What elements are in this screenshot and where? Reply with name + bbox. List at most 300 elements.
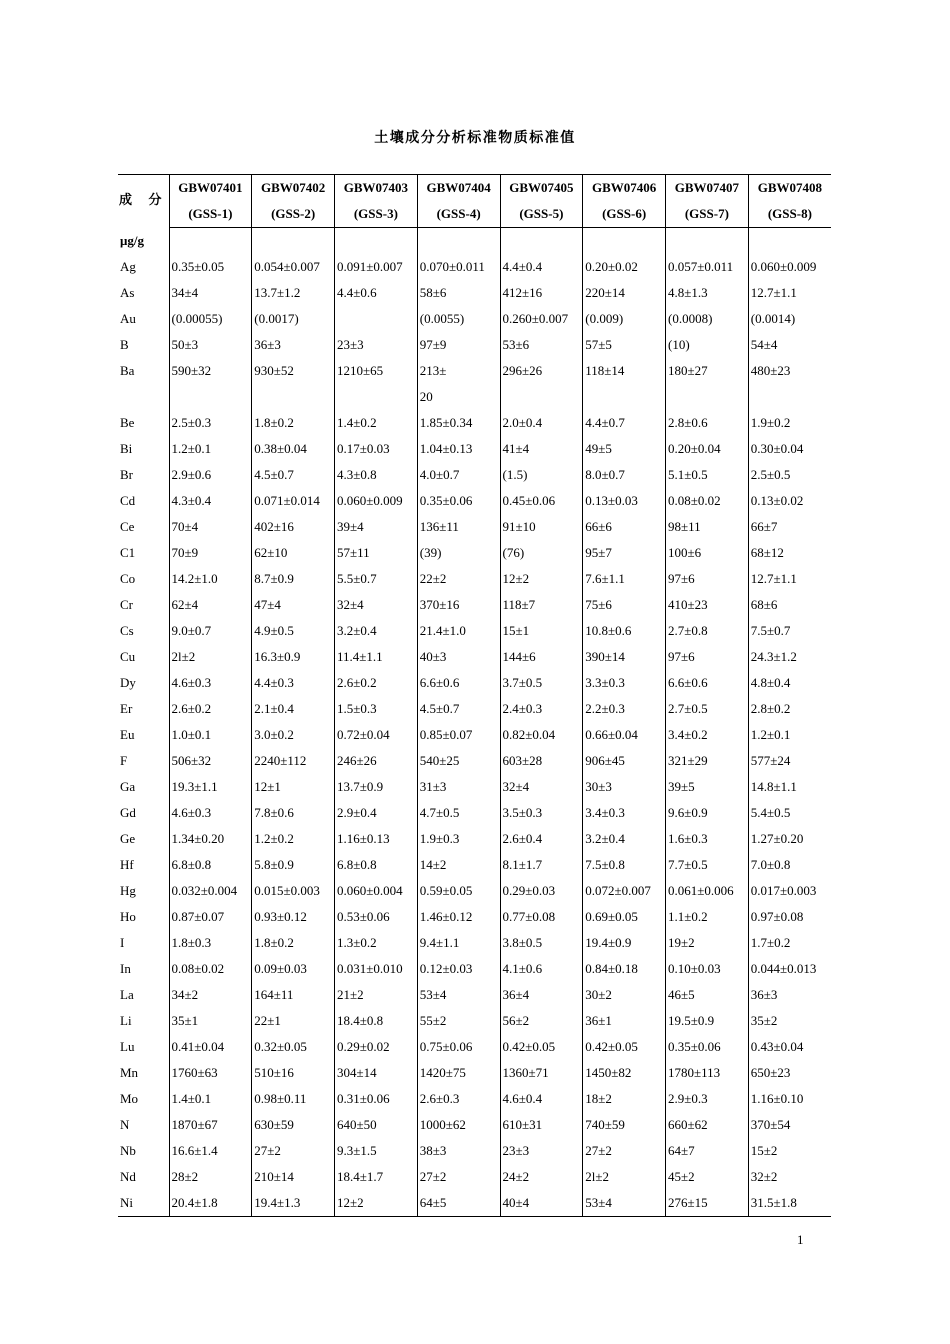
value-cell: 0.060±0.004 [335,878,418,904]
element-label: Li [120,1013,132,1028]
value-cell: 4.4±0.4 [500,254,583,280]
value-cell: 32±2 [748,1164,831,1190]
value-cell: 1.5±0.3 [335,696,418,722]
value-cell: 13.7±0.9 [335,774,418,800]
value-cell: 9.4±1.1 [417,930,500,956]
element-label: F [120,753,128,768]
column-code: GBW07404 [417,175,500,202]
value-cell: 1.3±0.2 [335,930,418,956]
table-row [118,1164,831,1190]
value-cell: 46±5 [666,982,749,1008]
value-cell: 2.4±0.3 [500,696,583,722]
value-cell: 2.9±0.3 [666,1086,749,1112]
value-cell: 4.8±0.4 [748,670,831,696]
value-cell: 144±6 [500,644,583,670]
table-row [118,618,831,644]
value-cell: 210±14 [252,1164,335,1190]
table-row [118,410,831,436]
value-cell: 0.10±0.03 [666,956,749,982]
value-cell [252,384,335,410]
table-row [118,670,831,696]
value-cell: 4.4±0.6 [335,280,418,306]
value-cell: 4.3±0.4 [169,488,252,514]
element-label: Hg [120,883,136,898]
table-row [118,774,831,800]
value-cell: 1.04±0.13 [417,436,500,462]
value-cell: 0.20±0.04 [666,436,749,462]
value-cell: 54±4 [748,332,831,358]
value-cell: 3.2±0.4 [583,826,666,852]
value-cell: 53±4 [417,982,500,1008]
value-cell: 0.85±0.07 [417,722,500,748]
value-cell: 100±6 [666,540,749,566]
table-row [118,826,831,852]
value-cell: 14.2±1.0 [169,566,252,592]
element-label: Au [120,311,136,326]
value-cell: 5.5±0.7 [335,566,418,592]
value-cell: (0.0014) [748,306,831,332]
value-cell: 0.43±0.04 [748,1034,831,1060]
value-cell: 0.69±0.05 [583,904,666,930]
value-cell: 12±2 [500,566,583,592]
value-cell: 95±7 [583,540,666,566]
element-label: Cd [120,493,136,508]
value-cell: 34±2 [169,982,252,1008]
value-cell: 0.30±0.04 [748,436,831,462]
value-cell: 930±52 [252,358,335,384]
element-label: B [120,337,129,352]
value-cell: 1.9±0.3 [417,826,500,852]
value-cell: 12.7±1.1 [748,566,831,592]
value-cell: 1.16±0.10 [748,1086,831,1112]
table-row [118,1112,831,1138]
value-cell: 0.35±0.06 [666,1034,749,1060]
value-cell: 1.16±0.13 [335,826,418,852]
value-cell: (0.0008) [666,306,749,332]
value-cell: 2.6±0.4 [500,826,583,852]
value-cell: 12±2 [335,1190,418,1217]
column-code: GBW07405 [500,175,583,202]
value-cell: 402±16 [252,514,335,540]
value-cell: 1.7±0.2 [748,930,831,956]
value-cell: 180±27 [666,358,749,384]
value-cell: 6.8±0.8 [335,852,418,878]
value-cell: 66±6 [583,514,666,540]
value-cell: 0.070±0.011 [417,254,500,280]
value-cell: 32±4 [335,592,418,618]
value-cell: 7.5±0.7 [748,618,831,644]
element-label: Mn [120,1065,139,1080]
element-label: I [120,935,125,950]
value-cell: 58±6 [417,280,500,306]
value-cell: 640±50 [335,1112,418,1138]
value-cell: 1870±67 [169,1112,252,1138]
table-row [118,956,831,982]
table-row [118,722,831,748]
value-cell: 57±11 [335,540,418,566]
value-cell: 1760±63 [169,1060,252,1086]
value-cell: 13.7±1.2 [252,280,335,306]
value-cell: 14±2 [417,852,500,878]
value-cell: 2240±112 [252,748,335,774]
value-cell: 0.071±0.014 [252,488,335,514]
element-label: Ce [120,519,135,534]
value-cell: 0.017±0.003 [748,878,831,904]
value-cell: 0.060±0.009 [748,254,831,280]
element-label: Br [120,467,133,482]
table-row [118,306,831,332]
component-header: 成 分 [118,175,169,228]
value-cell: 590±32 [169,358,252,384]
value-cell: 10.8±0.6 [583,618,666,644]
value-cell: 118±14 [583,358,666,384]
value-cell: 0.17±0.03 [335,436,418,462]
value-cell: 3.4±0.2 [666,722,749,748]
value-cell: 18.4±1.7 [335,1164,418,1190]
value-cell: 0.060±0.009 [335,488,418,514]
value-cell: 8.0±0.7 [583,462,666,488]
document-title: 土壤成分分析标准物质标准值 [374,130,576,146]
element-label: C1 [120,545,136,560]
value-cell: 4.4±0.7 [583,410,666,436]
value-cell: 118±7 [500,592,583,618]
element-label: Hf [120,857,134,872]
value-cell: 23±3 [500,1138,583,1164]
table-row [118,1034,831,1060]
value-cell: 164±11 [252,982,335,1008]
value-cell: 2.7±0.5 [666,696,749,722]
value-cell: 1.0±0.1 [169,722,252,748]
value-cell: 2.1±0.4 [252,696,335,722]
value-cell: 1420±75 [417,1060,500,1086]
value-cell: 2.8±0.6 [666,410,749,436]
value-cell: 21±2 [335,982,418,1008]
value-cell: 510±16 [252,1060,335,1086]
value-cell: 24.3±1.2 [748,644,831,670]
value-cell: 5.1±0.5 [666,462,749,488]
value-cell: 70±9 [169,540,252,566]
value-cell: 23±3 [335,332,418,358]
element-label: Bi [120,441,133,456]
element-label: Cs [120,623,134,638]
value-cell: 0.08±0.02 [666,488,749,514]
value-cell: 577±24 [748,748,831,774]
element-label: Be [120,415,135,430]
element-label: Ba [120,363,135,378]
table-row [118,904,831,930]
value-cell: 7.6±1.1 [583,566,666,592]
value-cell: 3.3±0.3 [583,670,666,696]
value-cell: 4.7±0.5 [417,800,500,826]
value-cell: 0.87±0.07 [169,904,252,930]
value-cell: 35±1 [169,1008,252,1034]
value-cell: 1.1±0.2 [666,904,749,930]
header-row-names [118,201,831,228]
value-cell: 0.054±0.007 [252,254,335,280]
element-label [118,384,169,410]
column-name: (GSS-6) [583,201,666,228]
value-cell: 740±59 [583,1112,666,1138]
element-label: Er [120,701,133,716]
value-cell: 506±32 [169,748,252,774]
value-cell: 1.8±0.2 [252,930,335,956]
value-cell: 390±14 [583,644,666,670]
value-cell: 0.20±0.02 [583,254,666,280]
column-code: GBW07403 [335,175,418,202]
table-row [118,254,831,280]
table-row [118,462,831,488]
value-cell: 47±4 [252,592,335,618]
value-cell: 53±4 [583,1190,666,1217]
element-label: Cr [120,597,133,612]
value-cell: 68±12 [748,540,831,566]
value-cell: 0.45±0.06 [500,488,583,514]
element-label: Ga [120,779,136,794]
table-row [118,592,831,618]
value-cell: 412±16 [500,280,583,306]
value-cell: 28±2 [169,1164,252,1190]
value-cell: 1360±71 [500,1060,583,1086]
value-cell: 39±5 [666,774,749,800]
value-cell: 6.6±0.6 [417,670,500,696]
value-cell: 540±25 [417,748,500,774]
element-label: Dy [120,675,136,690]
table-row [118,1060,831,1086]
value-cell: 11.4±1.1 [335,644,418,670]
value-cell: (76) [500,540,583,566]
value-cell: 1210±65 [335,358,418,384]
value-cell: 1.34±0.20 [169,826,252,852]
value-cell: 62±10 [252,540,335,566]
value-cell: 75±6 [583,592,666,618]
column-name: (GSS-5) [500,201,583,228]
value-cell: 0.84±0.18 [583,956,666,982]
value-cell: 660±62 [666,1112,749,1138]
value-cell: 97±9 [417,332,500,358]
element-label: Nd [120,1169,136,1184]
value-cell: 0.31±0.06 [335,1086,418,1112]
value-cell: 296±26 [500,358,583,384]
value-cell: 24±2 [500,1164,583,1190]
value-cell: 1.6±0.3 [666,826,749,852]
element-label: Mo [120,1091,139,1106]
value-cell: 22±2 [417,566,500,592]
element-label: Nb [120,1143,136,1158]
element-label: Cu [120,649,136,664]
value-cell: 2.0±0.4 [500,410,583,436]
table-row [118,514,831,540]
value-cell: 64±5 [417,1190,500,1217]
value-cell: 14.8±1.1 [748,774,831,800]
value-cell: 370±16 [417,592,500,618]
column-code: GBW07402 [252,175,335,202]
value-cell [500,384,583,410]
value-cell: 12±1 [252,774,335,800]
value-cell: 40±4 [500,1190,583,1217]
value-cell: 136±11 [417,514,500,540]
value-cell: 19.3±1.1 [169,774,252,800]
value-cell: 1.8±0.3 [169,930,252,956]
value-cell: 9.6±0.9 [666,800,749,826]
value-cell: 0.66±0.04 [583,722,666,748]
value-cell: (39) [417,540,500,566]
value-cell: 4.5±0.7 [417,696,500,722]
value-cell: (0.009) [583,306,666,332]
value-cell: 246±26 [335,748,418,774]
value-cell: 6.6±0.6 [666,670,749,696]
value-cell: 0.38±0.04 [252,436,335,462]
value-cell: 8.7±0.9 [252,566,335,592]
element-label: Co [120,571,136,586]
value-cell: 0.12±0.03 [417,956,500,982]
value-cell: 4.3±0.8 [335,462,418,488]
value-cell: 0.41±0.04 [169,1034,252,1060]
value-cell: 0.42±0.05 [500,1034,583,1060]
value-cell: 7.0±0.8 [748,852,831,878]
value-cell: 12.7±1.1 [748,280,831,306]
column-name: (GSS-1) [169,201,252,228]
value-cell: 91±10 [500,514,583,540]
value-cell: 276±15 [666,1190,749,1217]
value-cell: 0.59±0.05 [417,878,500,904]
value-cell: 34±4 [169,280,252,306]
table-row [118,930,831,956]
table-row [118,1008,831,1034]
value-cell: 220±14 [583,280,666,306]
value-cell: 38±3 [417,1138,500,1164]
unit-row [118,228,831,255]
value-cell: (0.0017) [252,306,335,332]
value-cell: 98±11 [666,514,749,540]
value-cell: 1000±62 [417,1112,500,1138]
table-row [118,384,831,410]
column-code: GBW07406 [583,175,666,202]
element-label: Ag [120,259,136,274]
value-cell: 0.08±0.02 [169,956,252,982]
value-cell: 57±5 [583,332,666,358]
value-cell: 4.4±0.3 [252,670,335,696]
value-cell [583,384,666,410]
value-cell: 0.09±0.03 [252,956,335,982]
value-cell: 62±4 [169,592,252,618]
value-cell: 410±23 [666,592,749,618]
value-cell: 22±1 [252,1008,335,1034]
value-cell: 30±2 [583,982,666,1008]
value-cell: 36±1 [583,1008,666,1034]
value-cell: 2.5±0.3 [169,410,252,436]
value-cell: 0.015±0.003 [252,878,335,904]
element-label: La [120,987,134,1002]
value-cell: 480±23 [748,358,831,384]
value-cell: 53±6 [500,332,583,358]
value-cell: 4.6±0.4 [500,1086,583,1112]
value-cell: 2.9±0.4 [335,800,418,826]
value-cell: 630±59 [252,1112,335,1138]
value-cell: 5.8±0.9 [252,852,335,878]
table-row [118,878,831,904]
column-name: (GSS-4) [417,201,500,228]
value-cell: 2.5±0.5 [748,462,831,488]
value-cell: 0.32±0.05 [252,1034,335,1060]
value-cell: 0.35±0.06 [417,488,500,514]
value-cell: 1.8±0.2 [252,410,335,436]
value-cell: 4.9±0.5 [252,618,335,644]
value-cell: 0.061±0.006 [666,878,749,904]
value-cell: 64±7 [666,1138,749,1164]
value-cell: 39±4 [335,514,418,540]
value-cell: 1780±113 [666,1060,749,1086]
value-cell: 8.1±1.7 [500,852,583,878]
value-cell: 70±4 [169,514,252,540]
value-cell: 3.4±0.3 [583,800,666,826]
value-cell: 20.4±1.8 [169,1190,252,1217]
value-cell: 20 [417,384,500,410]
value-cell: 304±14 [335,1060,418,1086]
header-row-codes [118,175,831,202]
value-cell: 2.9±0.6 [169,462,252,488]
element-label: Ge [120,831,136,846]
value-cell: 19.5±0.9 [666,1008,749,1034]
value-cell: (10) [666,332,749,358]
value-cell: 19.4±0.9 [583,930,666,956]
value-cell: 18.4±0.8 [335,1008,418,1034]
element-label: Lu [120,1039,135,1054]
value-cell: 650±23 [748,1060,831,1086]
value-cell: 27±2 [252,1138,335,1164]
value-cell: 66±7 [748,514,831,540]
unit-label: μg/g [120,232,144,248]
value-cell: 2.6±0.3 [417,1086,500,1112]
value-cell: 3.7±0.5 [500,670,583,696]
value-cell: 15±2 [748,1138,831,1164]
value-cell: 7.7±0.5 [666,852,749,878]
element-label: As [120,285,135,300]
value-cell [169,384,252,410]
value-cell: 16.3±0.9 [252,644,335,670]
value-cell: 15±1 [500,618,583,644]
value-cell: 2.7±0.8 [666,618,749,644]
value-cell: (1.5) [500,462,583,488]
value-cell: 45±2 [666,1164,749,1190]
column-code: GBW07408 [748,175,831,202]
value-cell: 55±2 [417,1008,500,1034]
value-cell: 32±4 [500,774,583,800]
value-cell: 0.13±0.03 [583,488,666,514]
value-cell: 0.032±0.004 [169,878,252,904]
value-cell: 97±6 [666,566,749,592]
table-row [118,1138,831,1164]
value-cell: 16.6±1.4 [169,1138,252,1164]
value-cell: 2l±2 [583,1164,666,1190]
table-row [118,748,831,774]
value-cell: 49±5 [583,436,666,462]
value-cell: 1.27±0.20 [748,826,831,852]
column-name: (GSS-3) [335,201,418,228]
value-cell: 6.8±0.8 [169,852,252,878]
standard-values-table [118,174,831,1217]
value-cell: 4.8±1.3 [666,280,749,306]
value-cell: 40±3 [417,644,500,670]
value-cell: 2.2±0.3 [583,696,666,722]
column-name: (GSS-8) [748,201,831,228]
table-row [118,1190,831,1217]
column-name: (GSS-7) [666,201,749,228]
table-row [118,852,831,878]
value-cell: 0.29±0.02 [335,1034,418,1060]
value-cell: 97±6 [666,644,749,670]
value-cell: 0.97±0.08 [748,904,831,930]
value-cell: 370±54 [748,1112,831,1138]
